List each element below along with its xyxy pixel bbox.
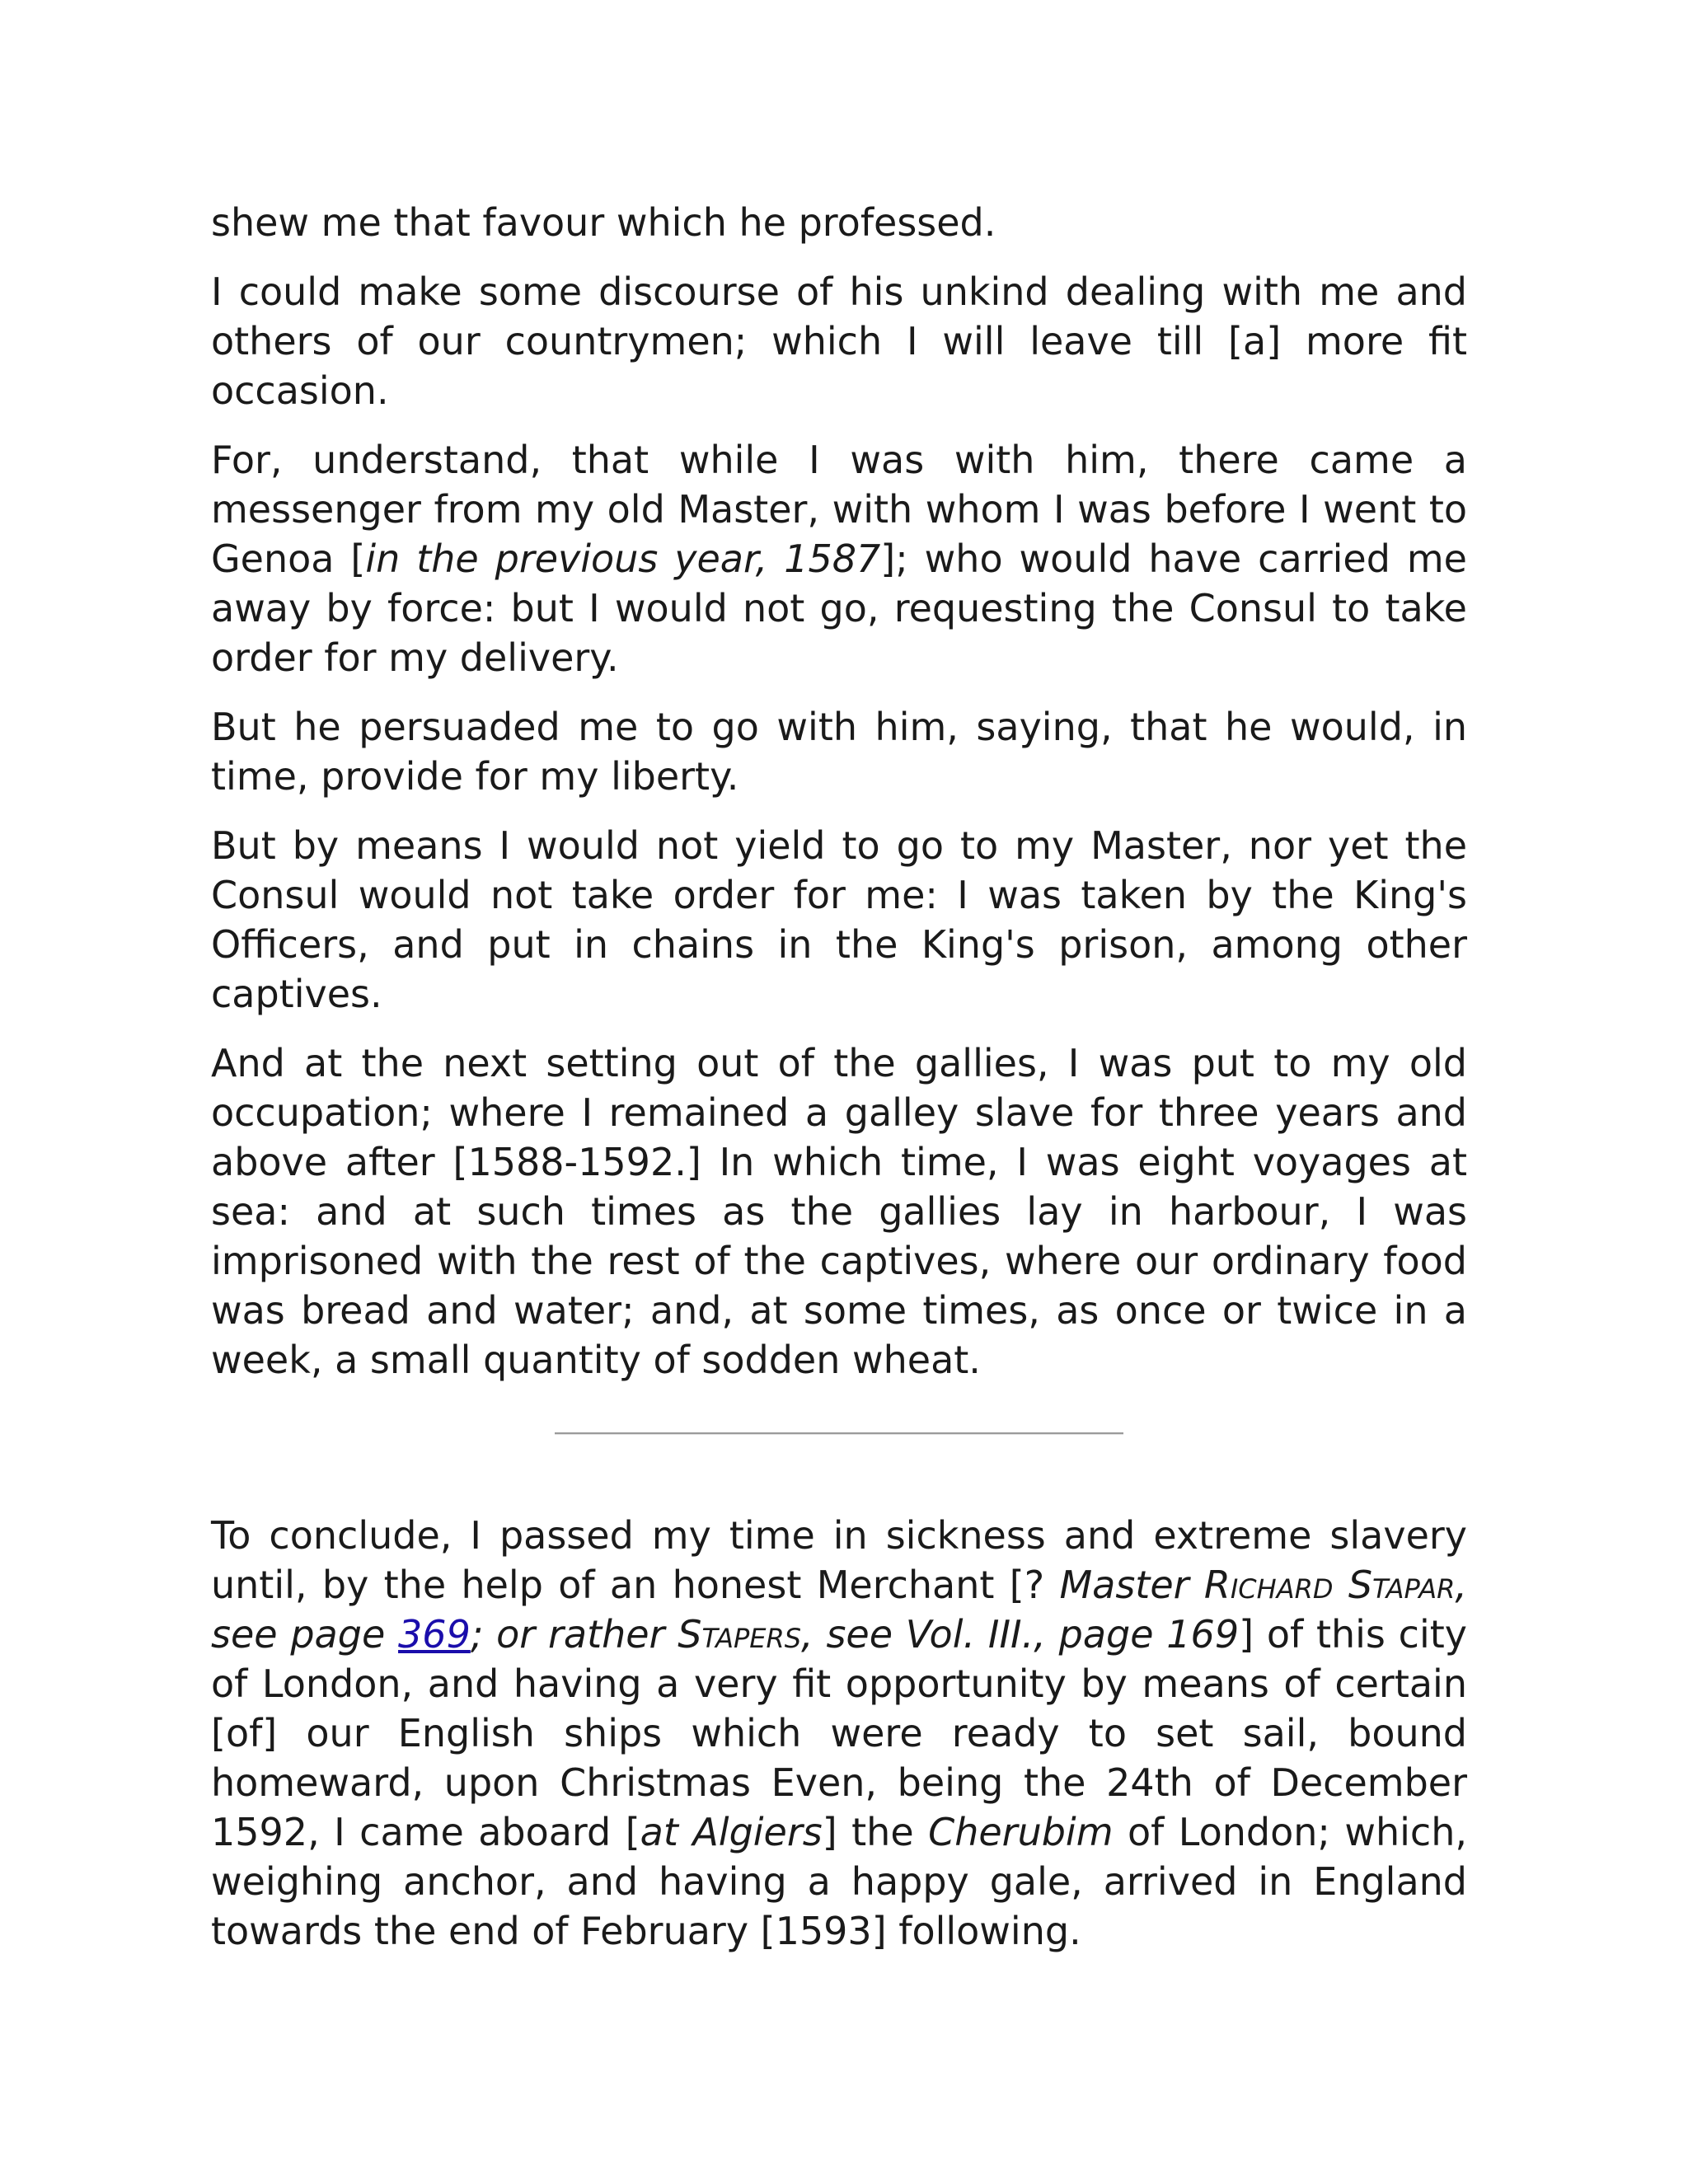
paragraph-3	[211, 435, 1467, 682]
paragraph-6: And at the next setting out of the gallies, I was put to my old occupation; where I remained a galley slave for three years and above after [1588-1592.] In which time, I was eight voyages at sea: and at such times as the gallies lay in harbour, I was imprisoned with the rest of the captives, where our ordinary food was bread and water; and, at some times, as once or twice in a week, a small quantity of sodden wheat.	[211, 1041, 1467, 1382]
paragraph-7-ship-name: Cherubim	[928, 1810, 1114, 1854]
paragraph-7-italic-at-algiers: at Algiers	[640, 1810, 823, 1854]
paragraph-2: I could make some discourse of his unkind dealing with me and others of our countrymen; which I will leave till [a] more fit occasion.	[211, 269, 1467, 413]
paragraph-3-text-a: For, understand, that while I was with him, there came a messenger from my old Master, with whom I was before I went to Genoa [	[211, 438, 1467, 581]
paragraph-7-italic-master: Master	[1059, 1563, 1204, 1607]
paragraph-7-text-k: ] the	[822, 1810, 929, 1854]
paragraph-7-name-stapers: Stapers	[678, 1612, 802, 1657]
paragraph-7-text-i: ] of this city of London, and having a very fit opportunity by means of certain [of] our English ships which were ready to set sail, bound homeward, upon Christmas Even, being the 24th of December 1592, I came aboard [	[211, 1612, 1467, 1854]
section-divider	[555, 1432, 1123, 1435]
document-page	[211, 198, 1467, 1975]
paragraph-3-text-c: ]; who would have carried me away by force: but I would not go, requesting the Consul to take order for my delivery.	[211, 537, 1467, 680]
paragraph-7-text-m: of London; which, weighing anchor, and having a happy gale, arrived in England towards the end of February [1593] following.	[211, 1810, 1467, 1953]
page-369-link[interactable]: 369	[398, 1612, 471, 1657]
paragraph-7-name-richard-stapar: Richard Stapar	[1203, 1563, 1456, 1607]
paragraph-7-italic-vol-ref: , see Vol. III., page 169	[801, 1612, 1240, 1657]
paragraph-7-italic-see-page: , see page	[211, 1563, 1467, 1657]
paragraph-7-italic-or-rather: ; or rather	[470, 1612, 678, 1657]
paragraph-1: shew me that favour which he professed.	[211, 200, 996, 245]
paragraph-7-text-a: To conclude, I passed my time in sickness and extreme slavery until, by the help of an honest Merchant [?	[211, 1513, 1467, 1607]
paragraph-3-italic-note: in the previous year, 1587	[365, 537, 881, 581]
paragraph-7	[211, 1511, 1467, 1956]
paragraph-5: But by means I would not yield to go to my Master, nor yet the Consul would not take order for me: I was taken by the King's Officers, and put in chains in the King's prison, among other captives.	[211, 823, 1467, 1016]
paragraph-4: But he persuaded me to go with him, saying, that he would, in time, provide for my liberty.	[211, 705, 1467, 799]
